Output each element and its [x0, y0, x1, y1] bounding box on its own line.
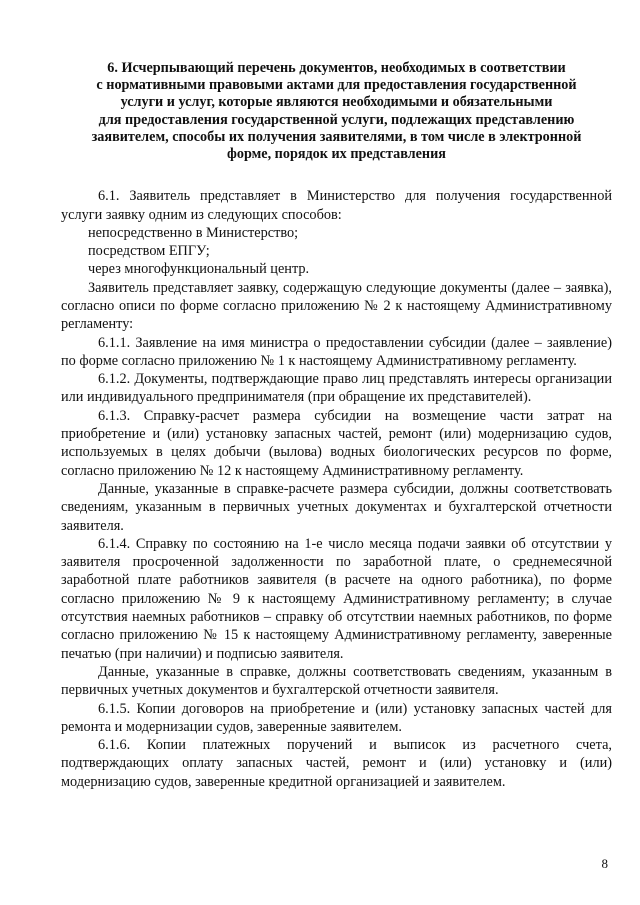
paragraph-6-1: 6.1. Заявитель представляет в Министерство для получения государственной услуги заявку одним из следующих способов:	[61, 188, 612, 223]
paragraph-6-1-1: 6.1.1. Заявление на имя министра о предоставлении субсидии (далее – заявление) по форме согласно приложению № 1 к настоящему Административному регламенту.	[61, 334, 612, 369]
paragraph-application: Заявитель представляет заявку, содержащую следующие документы (далее – заявка), согласно описи по форме согласно приложению № 2 к настоящему Административному регламенту:	[61, 279, 612, 333]
paragraph-6-1-6: 6.1.6. Копии платежных поручений и выписок из расчетного счета, подтверждающих оплату запасных частей, ремонт и (или) установку и (или) модернизацию судов, заверенные кредитной организацией и заявителем.	[61, 737, 612, 790]
heading-line: для предоставления государственной услуги, подлежащих представлению	[98, 111, 575, 128]
method-item: непосредственно в Министерство;	[88, 224, 299, 241]
paragraph-6-1-3: 6.1.3. Справку-расчет размера субсидии на возмещение части затрат на приобретение и (или) установку запасных частей, ремонт (или) модернизацию судов, используемых в целях добычи (вылова) водных биологических ресурсов по форме, согласно приложению № 12 к настоящему Административному регламенту.	[61, 407, 612, 479]
paragraph-6-1-4-note: Данные, указанные в справке, должны соответствовать сведениям, указанным в первичных учетных документов и бухгалтерской отчетности заявителя.	[61, 663, 612, 699]
paragraph-6-1-3-note: Данные, указанные в справке-расчете размера субсидии, должны соответствовать сведениям, указанным в первичных учетных документах и бухгалтерской отчетности заявителя.	[61, 480, 612, 534]
paragraph-6-1-2: 6.1.2. Документы, подтверждающие право лиц представлять интересы организации или индивидуального предпринимателя (при обращение их представителей).	[61, 371, 612, 406]
document-page	[61, 60, 612, 791]
heading-line: с нормативными правовыми актами для предоставления государственной	[96, 77, 577, 94]
document-body	[61, 187, 612, 791]
method-item: посредством ЕПГУ;	[88, 243, 210, 260]
paragraph-6-1-4: 6.1.4. Справку по состоянию на 1-е число месяца подачи заявки об отсутствии у заявителя просроченной задолженности по заработной плате, о среднемесячной заработной плате работников заявителя (в расчете на одного работника), по форме согласно приложению № 9 к настоящему Административному регламенту; в случае отсутствия наемных работников – справку об отсутствии наемных работников, по форме согласно приложению № 15 к настоящему Административному регламенту, заверенные печатью (при наличии) и подписью заявителя.	[61, 535, 612, 662]
heading-line: услуги и услуг, которые являются необходимыми и обязательными	[120, 94, 553, 111]
page-number: 8	[601, 856, 608, 871]
heading-line: заявителем, способы их получения заявителями, в том числе в электронной	[91, 128, 582, 145]
paragraph-6-1-5: 6.1.5. Копии договоров на приобретение и (или) установку запасных частей для ремонта и модернизации судов, заверенные заявителем.	[61, 700, 612, 735]
heading-line: 6. Исчерпывающий перечень документов, необходимых в соответствии	[107, 60, 566, 76]
section-heading	[61, 60, 612, 163]
heading-line: форме, порядок их представления	[227, 146, 446, 163]
method-item: через многофункциональный центр.	[88, 261, 310, 278]
